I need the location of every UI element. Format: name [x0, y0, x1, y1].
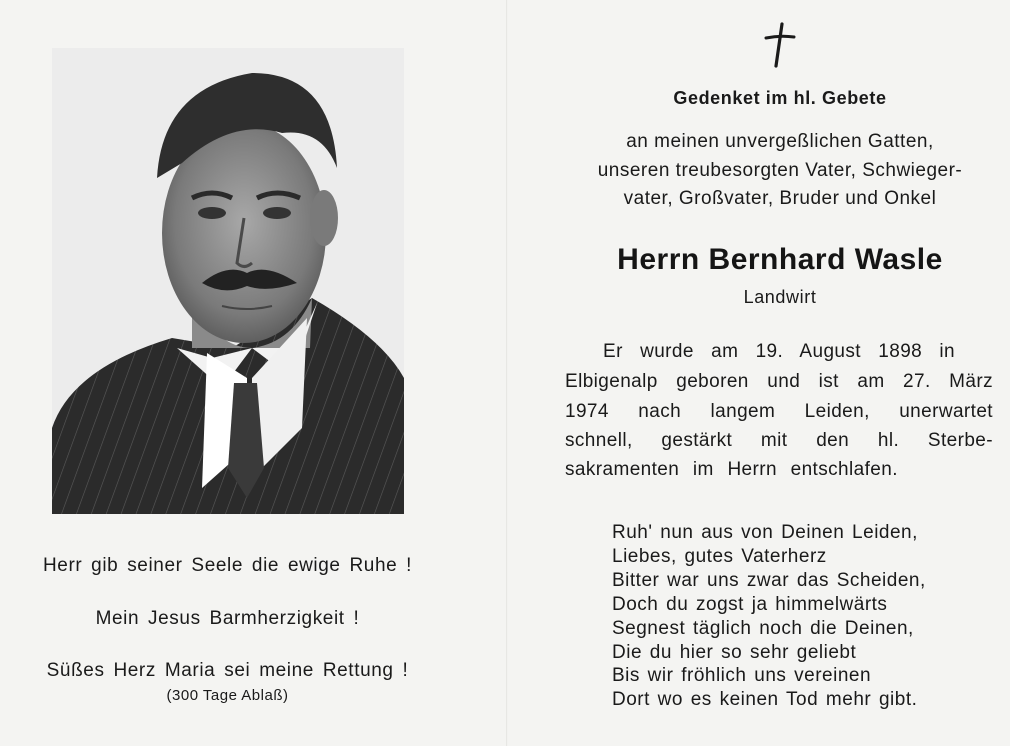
poem-line: Bitter war uns zwar das Scheiden,: [612, 570, 926, 591]
bio-line: schnell, gestärkt mit den hl. Sterbe-: [565, 430, 993, 451]
deceased-name: Herrn Bernhard Wasle: [617, 243, 943, 276]
intro-line: vater, Großvater, Bruder und Onkel: [623, 188, 937, 209]
prayer-sacred-heart: Süßes Herz Maria sei meine Rettung !: [46, 660, 409, 681]
bio-line: 1974 nach langem Leiden, unerwartet: [565, 401, 993, 422]
poem-line: Liebes, gutes Vaterherz: [612, 546, 827, 567]
bio-line: Elbigenalp geboren und ist am 27. März: [565, 371, 993, 392]
poem-line: Die du hier so sehr geliebt: [612, 642, 857, 663]
poem-line: Doch du zogst ja himmelwärts: [612, 594, 888, 615]
indulgence-note: (300 Tage Ablaß): [166, 687, 289, 704]
card-fold: [506, 0, 508, 746]
header-prayer-request: Gedenket im hl. Gebete: [673, 88, 887, 108]
bio-line: Er wurde am 19. August 1898 in: [603, 341, 955, 362]
bio-line: sakramenten im Herrn entschlafen.: [565, 459, 898, 480]
cross-icon: [760, 22, 800, 68]
poem-line: Ruh' nun aus von Deinen Leiden,: [612, 522, 918, 543]
intro-line: unseren treubesorgten Vater, Schwieger-: [597, 160, 963, 181]
portrait-photo: [52, 48, 404, 514]
intro-line: an meinen unvergeßlichen Gatten,: [626, 131, 934, 152]
poem-line: Segnest täglich noch die Deinen,: [612, 618, 914, 639]
poem-line: Dort wo es keinen Tod mehr gibt.: [612, 689, 918, 710]
prayer-jesus-mercy: Mein Jesus Barmherzigkeit !: [95, 608, 360, 629]
poem-line: Bis wir fröhlich uns vereinen: [612, 665, 872, 686]
occupation: Landwirt: [743, 287, 817, 307]
prayer-eternal-rest: Herr gib seiner Seele die ewige Ruhe !: [42, 555, 413, 576]
